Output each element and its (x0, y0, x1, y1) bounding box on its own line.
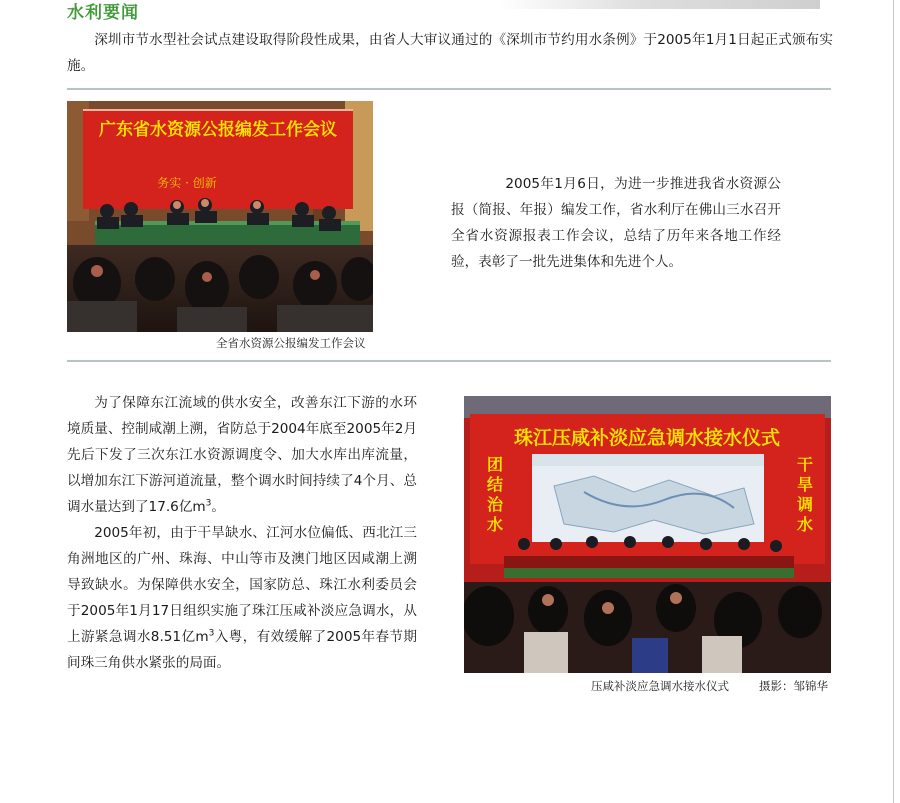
divider (67, 88, 831, 90)
ceremony-photo-graphic (464, 396, 831, 673)
news-paragraph-pearl-river (67, 520, 417, 676)
news-paragraph-dongjiang (67, 390, 417, 520)
p3-text: 为了保障东江流域的供水安全，改善东江下游的水环境质量、控制咸潮上溯，省防总于2004年底至2005年2月先后下发了三次东江水资源调度令、加大水库出库流量，以增加东江下游河道流量，整个调水时间持续了4个月、总调水量达到了17.6亿m (67, 395, 417, 515)
p4-superscript: 3 (208, 628, 215, 639)
news-paragraph-shenzhen: 深圳市节水型社会试点建设取得阶段性成果，由省人大审议通过的《深圳市节约用水条例》于2005年1月1日起正式颁布实施。 (67, 32, 833, 74)
meeting-photo-graphic (67, 101, 373, 332)
meeting-photo-caption: 全省水资源公报编发工作会议 (216, 336, 366, 350)
p4-text: 2005年初，由于干旱缺水、江河水位偏低、西北江三角洲地区的广州、珠海、中山等市及澳门地区因咸潮上溯导致缺水。为保障供水安全，国家防总、珠江水利委员会于2005年1月17日组织实施了珠江压咸补淡应急调水，从上游紧急调水8.51亿m (67, 525, 417, 645)
meeting-banner-text: 广东省水资源公报编发工作会议 (99, 120, 337, 140)
ceremony-photo-caption: 压咸补淡应急调水接水仪式 (591, 679, 729, 693)
section-title: 水利要闻 (67, 3, 139, 23)
ceremony-photo (464, 396, 831, 673)
ceremony-banner-text: 珠江压咸补淡应急调水接水仪式 (513, 427, 781, 449)
meeting-photo (67, 101, 373, 332)
p3-text-end: 。 (211, 499, 225, 515)
p3-superscript: 3 (205, 498, 212, 509)
divider (67, 360, 831, 362)
ceremony-left-slogan: 团结治水 (484, 456, 504, 536)
p4-text-end: 入粤，有效缓解了2005年春节期间珠三角供水紧张的局面。 (67, 629, 417, 671)
meeting-sub-banner-text: 务实 · 创新 (157, 176, 217, 190)
header-gradient-bar (498, 0, 820, 9)
news-paragraph-water-report: 2005年1月6日，为进一步推进我省水资源公报（简报、年报）编发工作，省水利厅在佛山三水召开全省水资源报表工作会议，总结了历年来各地工作经验，表彰了一批先进集体和先进个人。 (451, 176, 781, 270)
photo-credit: 摄影：邹锦华 (759, 679, 828, 693)
page-edge-rule (893, 0, 894, 803)
ceremony-right-slogan: 干旱调水 (794, 456, 814, 536)
